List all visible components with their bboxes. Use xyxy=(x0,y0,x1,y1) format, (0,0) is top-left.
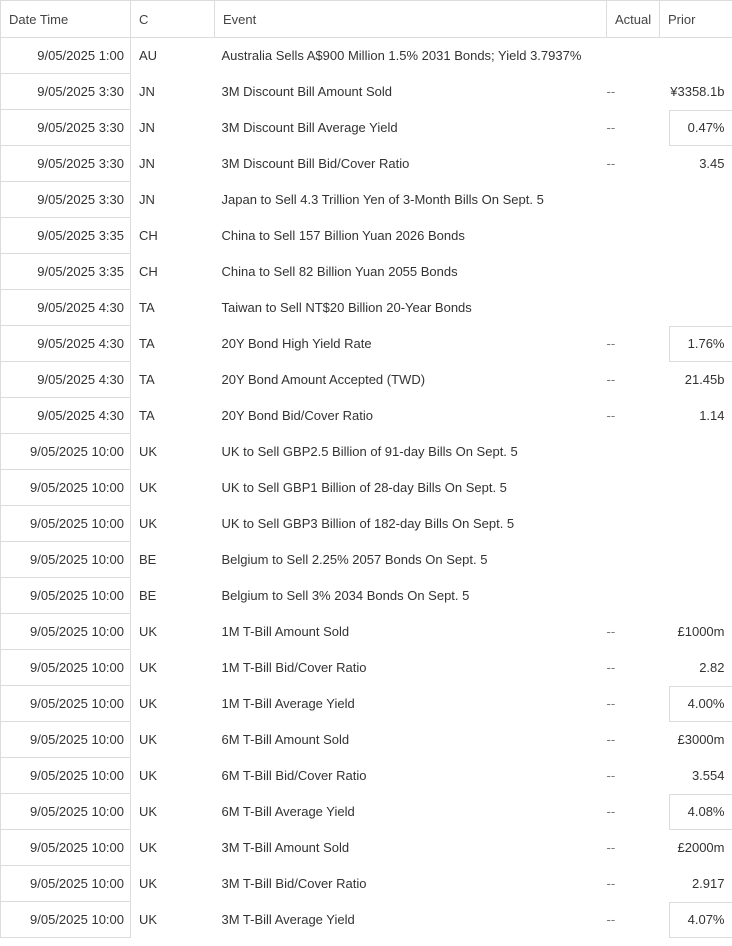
row-prior: £2000m xyxy=(677,840,725,855)
row-country: CH xyxy=(131,254,215,290)
row-date-time: 9/05/2025 10:00 xyxy=(1,650,131,686)
row-country: AU xyxy=(131,38,215,74)
row-date-time: 9/05/2025 10:00 xyxy=(1,614,131,650)
row-country: JN xyxy=(131,182,215,218)
row-event-link[interactable]: 20Y Bond Amount Accepted (TWD) xyxy=(221,372,426,387)
row-date-time: 9/05/2025 4:30 xyxy=(1,326,131,362)
row-actual xyxy=(607,506,660,542)
row-event-link[interactable]: 3M T-Bill Average Yield xyxy=(221,912,355,927)
row-actual: -- xyxy=(606,660,616,675)
row-country: UK xyxy=(131,650,215,686)
row-country: JN xyxy=(131,74,215,110)
row-event-link[interactable]: Taiwan to Sell NT$20 Billion 20-Year Bonds xyxy=(221,300,472,315)
table-row[interactable] xyxy=(1,434,732,470)
prior-value-box: 1.76% xyxy=(669,326,732,362)
row-country: BE xyxy=(131,578,215,614)
row-event-link[interactable]: 3M Discount Bill Bid/Cover Ratio xyxy=(221,156,410,171)
row-event-link[interactable]: 1M T-Bill Bid/Cover Ratio xyxy=(221,660,367,675)
row-actual: -- xyxy=(606,804,616,819)
row-prior xyxy=(660,326,732,362)
row-date-time: 9/05/2025 3:35 xyxy=(1,218,131,254)
table-row[interactable] xyxy=(1,902,732,938)
row-actual: -- xyxy=(606,840,616,855)
row-event-link[interactable]: 3M Discount Bill Amount Sold xyxy=(221,84,393,99)
row-event-link[interactable]: UK to Sell GBP2.5 Billion of 91-day Bills On Sept. 5 xyxy=(221,444,518,459)
row-prior xyxy=(660,218,732,254)
row-date-time: 9/05/2025 10:00 xyxy=(1,578,131,614)
row-actual: -- xyxy=(606,84,616,99)
row-event-link[interactable]: 20Y Bond High Yield Rate xyxy=(221,336,372,351)
row-actual: -- xyxy=(606,696,616,711)
header-prior[interactable]: Prior xyxy=(660,1,732,38)
row-event-link[interactable]: 6M T-Bill Amount Sold xyxy=(221,732,350,747)
row-country: TA xyxy=(131,326,215,362)
row-country: UK xyxy=(131,434,215,470)
table-row[interactable] xyxy=(1,758,732,794)
row-actual: -- xyxy=(606,912,616,927)
row-date-time: 9/05/2025 4:30 xyxy=(1,398,131,434)
table-row[interactable] xyxy=(1,182,732,218)
row-date-time: 9/05/2025 10:00 xyxy=(1,470,131,506)
row-date-time: 9/05/2025 10:00 xyxy=(1,434,131,470)
row-actual: -- xyxy=(606,156,616,171)
table-row[interactable] xyxy=(1,794,732,830)
row-country: UK xyxy=(131,470,215,506)
row-event-link[interactable]: 3M T-Bill Bid/Cover Ratio xyxy=(221,876,367,891)
row-prior: 2.917 xyxy=(691,876,725,891)
row-event-link[interactable]: 20Y Bond Bid/Cover Ratio xyxy=(221,408,374,423)
row-date-time: 9/05/2025 10:00 xyxy=(1,686,131,722)
row-prior: 3.45 xyxy=(699,156,725,171)
table-row[interactable] xyxy=(1,218,732,254)
row-actual xyxy=(607,182,660,218)
row-country: UK xyxy=(131,866,215,902)
row-event-link[interactable]: 3M T-Bill Amount Sold xyxy=(221,840,350,855)
row-country: UK xyxy=(131,758,215,794)
row-actual xyxy=(607,470,660,506)
row-prior xyxy=(660,686,732,722)
row-date-time: 9/05/2025 1:00 xyxy=(1,38,131,74)
table-row[interactable] xyxy=(1,470,732,506)
table-row[interactable] xyxy=(1,722,732,758)
row-actual: -- xyxy=(606,732,616,747)
row-actual: -- xyxy=(606,876,616,891)
table-row[interactable] xyxy=(1,650,732,686)
row-prior xyxy=(660,506,732,542)
row-prior xyxy=(660,470,732,506)
prior-value-box: 4.07% xyxy=(669,902,732,938)
row-actual: -- xyxy=(606,336,616,351)
row-actual: -- xyxy=(606,408,616,423)
row-actual xyxy=(607,578,660,614)
row-prior xyxy=(660,290,732,326)
header-event[interactable]: Event xyxy=(215,1,607,38)
row-date-time: 9/05/2025 10:00 xyxy=(1,794,131,830)
table-row[interactable] xyxy=(1,578,732,614)
row-date-time: 9/05/2025 10:00 xyxy=(1,506,131,542)
row-date-time: 9/05/2025 3:30 xyxy=(1,110,131,146)
table-row[interactable] xyxy=(1,362,732,398)
row-country: CH xyxy=(131,218,215,254)
header-date-time[interactable]: Date Time xyxy=(1,1,131,38)
row-event-link[interactable]: Japan to Sell 4.3 Trillion Yen of 3-Month Bills On Sept. 5 xyxy=(221,192,544,207)
row-actual: -- xyxy=(606,768,616,783)
row-date-time: 9/05/2025 10:00 xyxy=(1,758,131,794)
row-prior: £3000m xyxy=(677,732,725,747)
row-actual xyxy=(607,434,660,470)
row-prior: 1.14 xyxy=(699,408,725,423)
row-prior xyxy=(660,110,732,146)
row-prior xyxy=(660,542,732,578)
row-country: UK xyxy=(131,722,215,758)
table-row[interactable] xyxy=(1,506,732,542)
row-country: TA xyxy=(131,398,215,434)
prior-value-box: 4.00% xyxy=(669,686,732,722)
row-event-link[interactable]: China to Sell 82 Billion Yuan 2055 Bonds xyxy=(221,264,458,279)
row-prior xyxy=(660,182,732,218)
row-date-time: 9/05/2025 10:00 xyxy=(1,866,131,902)
row-date-time: 9/05/2025 10:00 xyxy=(1,902,131,938)
row-date-time: 9/05/2025 10:00 xyxy=(1,722,131,758)
row-event-link[interactable]: 1M T-Bill Average Yield xyxy=(221,696,355,711)
row-prior xyxy=(660,254,732,290)
row-date-time: 9/05/2025 3:30 xyxy=(1,146,131,182)
row-actual xyxy=(607,290,660,326)
row-prior: 2.82 xyxy=(699,660,725,675)
table-row[interactable] xyxy=(1,542,732,578)
prior-value-box: 0.47% xyxy=(669,110,732,146)
row-prior xyxy=(660,902,732,938)
table-header-row xyxy=(1,1,732,38)
row-event-link[interactable]: 6M T-Bill Average Yield xyxy=(221,804,355,819)
prior-value-box: 4.08% xyxy=(669,794,732,830)
row-country: JN xyxy=(131,146,215,182)
header-country[interactable]: C xyxy=(131,1,215,38)
row-actual xyxy=(607,254,660,290)
row-event-link[interactable]: 3M Discount Bill Average Yield xyxy=(221,120,398,135)
row-event-link[interactable]: UK to Sell GBP3 Billion of 182-day Bills On Sept. 5 xyxy=(221,516,515,531)
row-actual: -- xyxy=(606,624,616,639)
table-row[interactable] xyxy=(1,830,732,866)
row-prior xyxy=(660,578,732,614)
row-date-time: 9/05/2025 10:00 xyxy=(1,830,131,866)
table-row[interactable] xyxy=(1,254,732,290)
table-row[interactable] xyxy=(1,326,732,362)
table-row[interactable] xyxy=(1,38,732,74)
table-row[interactable] xyxy=(1,398,732,434)
row-event-link[interactable]: 1M T-Bill Amount Sold xyxy=(221,624,350,639)
row-event-link[interactable]: China to Sell 157 Billion Yuan 2026 Bonds xyxy=(221,228,465,243)
table-row[interactable] xyxy=(1,146,732,182)
table-row[interactable] xyxy=(1,74,732,110)
row-date-time: 9/05/2025 3:35 xyxy=(1,254,131,290)
row-prior xyxy=(660,434,732,470)
row-event-link[interactable]: Belgium to Sell 2.25% 2057 Bonds On Sept. 5 xyxy=(221,552,488,567)
row-country: UK xyxy=(131,686,215,722)
row-prior xyxy=(660,794,732,830)
row-actual: -- xyxy=(606,372,616,387)
row-actual xyxy=(607,542,660,578)
row-country: UK xyxy=(131,506,215,542)
row-prior: 21.45b xyxy=(684,372,725,387)
row-date-time: 9/05/2025 4:30 xyxy=(1,362,131,398)
header-actual[interactable]: Actual xyxy=(607,1,660,38)
table-row[interactable] xyxy=(1,614,732,650)
row-country: UK xyxy=(131,794,215,830)
row-prior: ¥3358.1b xyxy=(670,84,725,99)
row-prior: £1000m xyxy=(677,624,725,639)
row-date-time: 9/05/2025 4:30 xyxy=(1,290,131,326)
row-country: BE xyxy=(131,542,215,578)
row-date-time: 9/05/2025 3:30 xyxy=(1,74,131,110)
table-row[interactable] xyxy=(1,110,732,146)
row-actual: -- xyxy=(606,120,616,135)
row-actual xyxy=(607,218,660,254)
row-event-link[interactable]: UK to Sell GBP1 Billion of 28-day Bills On Sept. 5 xyxy=(221,480,507,495)
table-row[interactable] xyxy=(1,866,732,902)
row-date-time: 9/05/2025 3:30 xyxy=(1,182,131,218)
row-country: UK xyxy=(131,614,215,650)
row-country: UK xyxy=(131,830,215,866)
row-country: UK xyxy=(131,902,215,938)
table-row[interactable] xyxy=(1,686,732,722)
table-body xyxy=(1,38,732,938)
row-date-time: 9/05/2025 10:00 xyxy=(1,542,131,578)
row-prior xyxy=(660,38,732,74)
row-event-link[interactable]: 6M T-Bill Bid/Cover Ratio xyxy=(221,768,367,783)
table-row[interactable] xyxy=(1,290,732,326)
row-actual xyxy=(607,38,660,74)
row-country: JN xyxy=(131,110,215,146)
row-prior: 3.554 xyxy=(691,768,725,783)
row-event-link[interactable]: Australia Sells A$900 Million 1.5% 2031 Bonds; Yield 3.7937% xyxy=(221,48,582,64)
row-event-link[interactable]: Belgium to Sell 3% 2034 Bonds On Sept. 5 xyxy=(221,588,470,603)
row-country: TA xyxy=(131,362,215,398)
row-country: TA xyxy=(131,290,215,326)
